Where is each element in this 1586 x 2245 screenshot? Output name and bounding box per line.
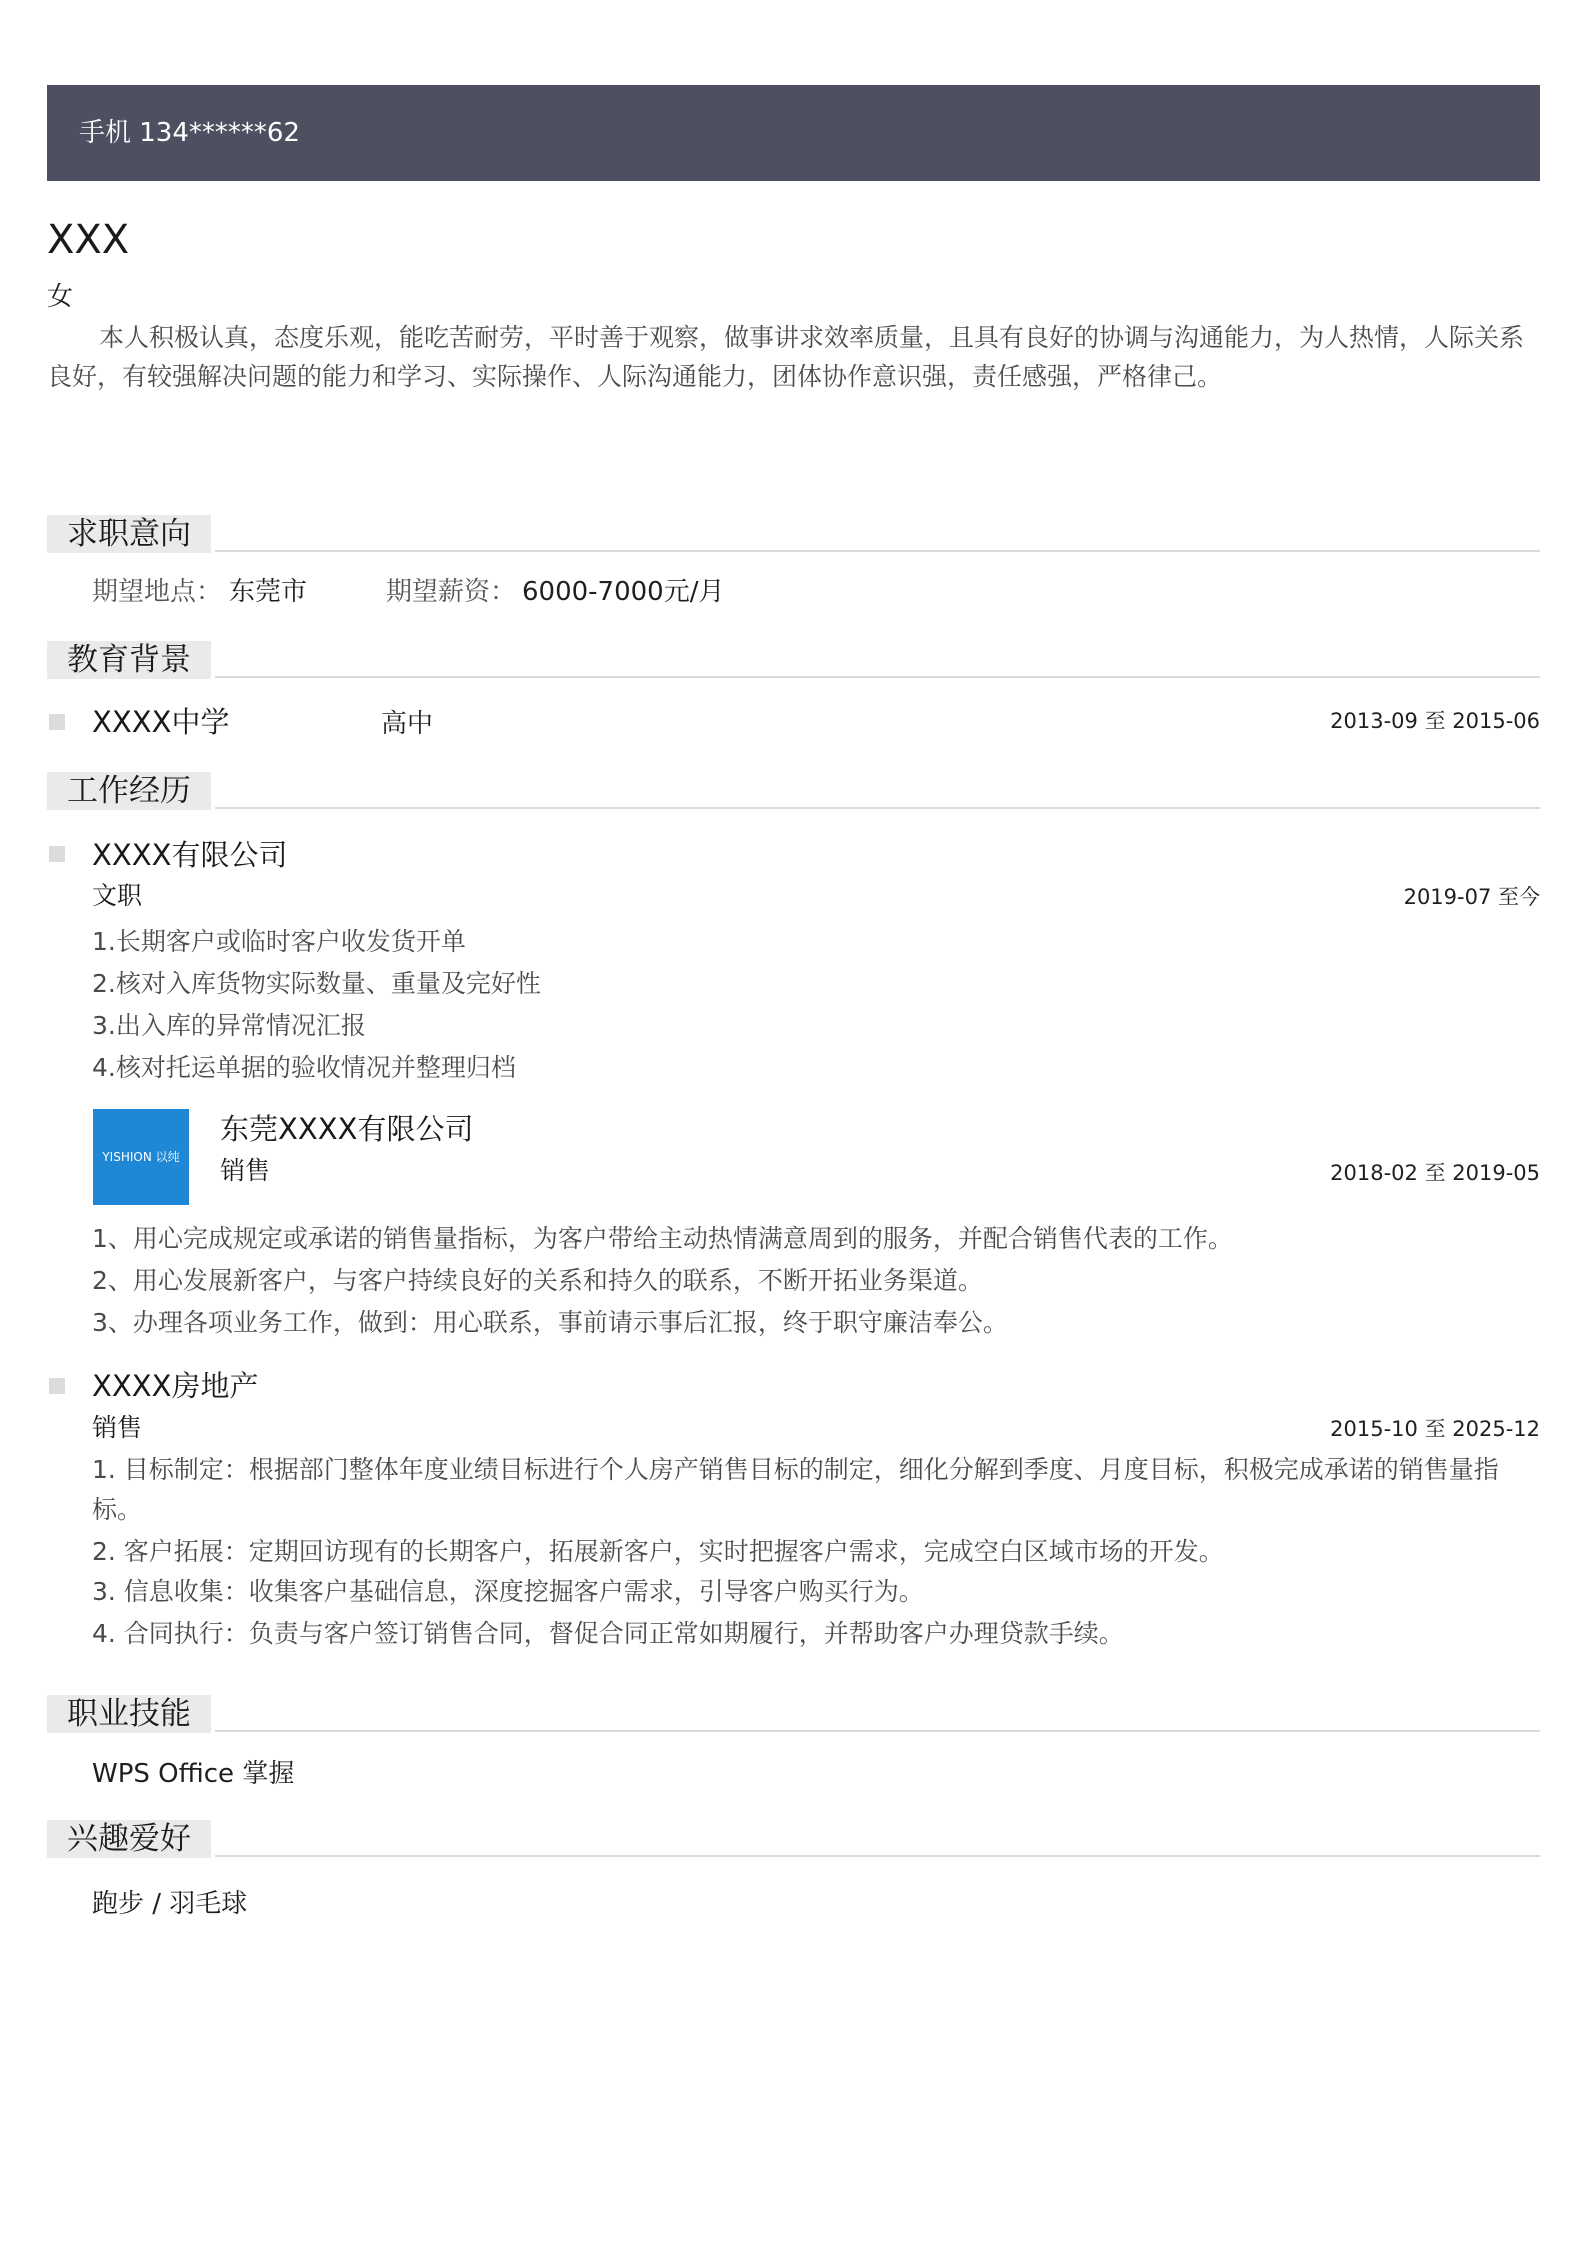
section-skills-header [47,1695,1540,1733]
duty-item: 2. 客户拓展：定期回访现有的长期客户，拓展新客户，实时把握客户需求，完成空白区域市场的开发。 [92,1537,1224,1566]
expected-location-label: 期望地点： [92,577,223,607]
duty-item: 1.长期客户或临时客户收发货开单 [92,927,466,956]
phone-text: 手机 134******62 [79,118,300,148]
duty-item: 1、用心完成规定或承诺的销售量指标，为客户带给主动热情满意周到的服务，并配合销售代表的工作。 [92,1224,1233,1253]
job-period: 2018-02 至 2019-05 [1330,1161,1540,1185]
duty-item: 3、办理各项业务工作，做到：用心联系，事前请示事后汇报，终于职守廉洁奉公。 [92,1308,1008,1337]
company-name: XXXX有限公司 [92,838,288,872]
section-education-header [47,641,1540,679]
job-duties [92,921,1540,1089]
duty-item: 3.出入库的异常情况汇报 [92,1011,366,1040]
job-title: 销售 [220,1156,271,1185]
list-bullet [49,1378,65,1394]
job-period: 2015-10 至 2025-12 [1330,1417,1540,1441]
section-title: 工作经历 [47,772,211,810]
section-divider [215,1730,1540,1732]
section-title: 求职意向 [47,515,211,553]
candidate-name: XXX [47,217,130,263]
duty-item: 2.核对入库货物实际数量、重量及完好性 [92,969,541,998]
company-logo [93,1109,189,1205]
company-name: XXXX房地产 [92,1369,259,1403]
expected-salary: 6000-7000元/月 [522,577,725,607]
section-divider [215,1855,1540,1857]
duty-item: 4. 合同执行：负责与客户签订销售合同，督促合同正常如期履行，并帮助客户办理贷款手续。 [92,1619,1124,1648]
section-divider [215,550,1540,552]
duty-item: 3. 信息收集：收集客户基础信息，深度挖掘客户需求，引导客户购买行为。 [92,1577,924,1606]
duty-item: 2、用心发展新客户，与客户持续良好的关系和持久的联系，不断开拓业务渠道。 [92,1266,983,1295]
job-duties [92,1218,1540,1344]
job-period: 2019-07 至今 [1403,885,1540,909]
section-divider [215,807,1540,809]
school-name: XXXX中学 [92,705,230,739]
candidate-gender: 女 [47,282,74,312]
yishion-logo-icon [93,1109,189,1205]
self-introduction: 本人积极认真，态度乐观，能吃苦耐劳，平时善于观察，做事讲求效率质量，且具有良好的协调与沟通能力，为人热情，人际关系良好，有较强解决问题的能力和学习、实际操作、人际沟通能力，团体协作意识强，责任感强，严格律己。 [47,323,1525,391]
logo-text: YISHION 以纯 [102,1150,180,1164]
section-intent-header [47,515,1540,553]
hobbies-text: 跑步 / 羽毛球 [92,1889,248,1919]
section-title: 兴趣爱好 [47,1820,211,1858]
company-name: 东莞XXXX有限公司 [220,1112,474,1146]
job-title: 文职 [92,881,143,910]
job-title: 销售 [92,1413,143,1442]
section-work-header [47,772,1540,810]
contact-header-bar [47,85,1540,181]
section-title: 教育背景 [47,641,211,679]
degree: 高中 [381,709,434,739]
expected-location: 东莞市 [229,577,308,607]
list-bullet [49,714,65,730]
duty-item: 1. 目标制定：根据部门整体年度业绩目标进行个人房产销售目标的制定，细化分解到季度、月度目标，积极完成承诺的销售量指标。 [92,1455,1499,1524]
section-title: 职业技能 [47,1695,211,1733]
section-divider [215,676,1540,678]
section-hobbies-header [47,1820,1540,1858]
duty-item: 4.核对托运单据的验收情况并整理归档 [92,1053,516,1082]
job-duties [92,1450,1540,1654]
list-bullet [49,846,65,862]
expected-salary-label: 期望薪资： [386,577,517,607]
skills-text: WPS Office 掌握 [92,1759,295,1789]
education-period: 2013-09 至 2015-06 [1330,709,1540,733]
